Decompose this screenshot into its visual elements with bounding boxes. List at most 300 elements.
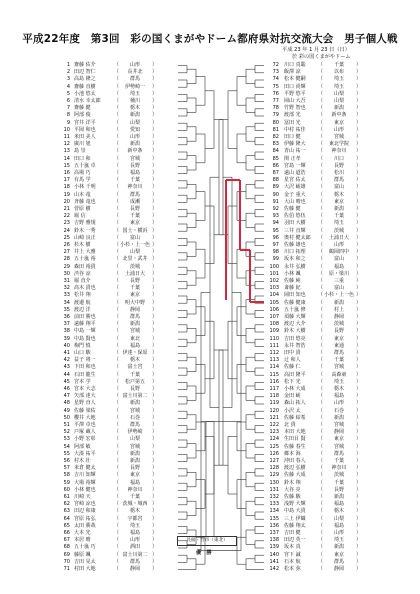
player-name: 須藤 大輝: [284, 314, 306, 320]
player-name: 鈴木 大樹: [284, 328, 306, 335]
player-affiliation: 福島: [333, 522, 344, 529]
player-affiliation: 茨城: [333, 227, 344, 234]
seed-number: 86: [272, 162, 279, 169]
open-paren: （: [318, 278, 324, 284]
close-paren: ）: [356, 386, 362, 392]
player-affiliation: 長野: [129, 278, 140, 284]
player-affiliation: 伊勢崎: [127, 429, 143, 436]
open-paren: （: [318, 119, 324, 126]
player-affiliation: 宮城: [333, 422, 344, 428]
seed-number: 15: [63, 162, 70, 169]
player-name: 佐藤 春生: [284, 443, 306, 450]
player-name: 田中 貴: [284, 350, 301, 356]
close-paren: ）: [356, 141, 362, 148]
player-affiliation: 宮城: [129, 155, 140, 162]
close-paren: ）: [356, 465, 362, 472]
seed-number: 36: [63, 314, 70, 320]
open-paren: （: [318, 544, 324, 551]
player-affiliation: 千葉: [333, 62, 344, 68]
close-paren: ）: [152, 429, 158, 436]
player-affiliation: 千葉: [129, 213, 140, 220]
open-paren: （: [114, 242, 120, 248]
seed-number: 23: [63, 220, 70, 227]
close-paren: ）: [152, 386, 158, 392]
player-affiliation: 東京: [333, 198, 344, 205]
player-affiliation: 埼玉: [129, 90, 140, 97]
player-name: 飯澤 涼: [284, 69, 301, 76]
player-name: 田辺 英一: [284, 537, 306, 544]
player-name: 三上 伊織: [284, 515, 306, 522]
seed-number: 80: [272, 119, 279, 126]
player-affiliation: 新潟: [129, 400, 140, 407]
player-affiliation: 長井北: [127, 69, 143, 76]
player-affiliation: 宮城: [129, 328, 140, 335]
player-affiliation: 埼玉: [129, 522, 140, 529]
player-affiliation: 長野: [333, 328, 344, 335]
seed-number: 104: [269, 292, 279, 299]
close-paren: ）: [152, 256, 158, 263]
seed-number: 129: [269, 472, 279, 479]
player-name: 五十嵐 修: [284, 306, 306, 313]
player-affiliation: 土浦日大: [328, 234, 349, 241]
open-paren: （: [114, 119, 120, 126]
seed-number: 125: [269, 443, 279, 450]
close-paren: ）: [152, 148, 158, 155]
player-affiliation: 国士・横浜: [122, 227, 148, 234]
player-affiliation: 山形: [333, 242, 344, 248]
open-paren: （: [318, 393, 324, 400]
close-paren: ）: [356, 544, 362, 551]
close-paren: ）: [152, 328, 158, 335]
player-affiliation: 栃木: [333, 386, 344, 392]
seed-number: 140: [269, 551, 279, 558]
seed-number: 118: [269, 393, 279, 400]
open-paren: （: [114, 566, 120, 572]
open-paren: （: [318, 184, 324, 191]
player-affiliation: 群馬: [129, 422, 140, 428]
close-paren: ）: [356, 126, 362, 133]
close-paren: ）: [356, 119, 362, 126]
player-name: 岡田 知也: [284, 292, 306, 299]
open-paren: （: [318, 155, 324, 162]
player-affiliation: 石巻: [333, 407, 344, 414]
open-paren: （: [114, 537, 120, 544]
player-name: 松井 翔: [74, 292, 91, 299]
player-name: 吉野 雅規: [74, 220, 96, 227]
open-paren: （: [114, 76, 120, 83]
open-paren: （: [114, 134, 120, 140]
close-paren: ）: [152, 414, 158, 421]
seed-number: 34: [63, 299, 70, 306]
player-affiliation: 新潟: [333, 494, 344, 500]
seed-number: 7: [66, 105, 70, 112]
player-name: 小林 大成: [284, 386, 306, 392]
seed-number: 17: [63, 177, 70, 184]
open-paren: （: [114, 90, 120, 97]
seed-number: 116: [269, 378, 279, 385]
open-paren: （: [318, 162, 324, 169]
close-paren: ）: [152, 213, 158, 220]
player-name: 米倉 健太: [74, 465, 96, 472]
player-name: 渡辺 洋: [74, 306, 91, 313]
player-affiliation: 北里・武井: [122, 256, 148, 263]
player-name: 大谷 亮: [284, 486, 301, 493]
player-name: 村田 大地: [74, 566, 96, 572]
player-name: 中村 祐佳: [284, 126, 306, 133]
seed-number: 68: [63, 544, 70, 551]
player-name: 遠山 道浩: [284, 170, 306, 176]
close-paren: ）: [356, 400, 362, 407]
open-paren: （: [318, 76, 324, 83]
open-paren: （: [318, 83, 324, 90]
player-name: 堀 信: [74, 213, 86, 220]
player-affiliation: 福島: [129, 170, 140, 176]
open-paren: （: [318, 321, 324, 328]
seed-number: 123: [269, 429, 279, 436]
close-paren: ）: [356, 407, 362, 414]
seed-number: 92: [272, 206, 279, 212]
seed-number: 137: [269, 530, 279, 536]
seed-number: 27: [63, 249, 70, 256]
seed-number: 54: [63, 443, 70, 450]
open-paren: （: [114, 213, 120, 220]
seed-number: 141: [269, 558, 279, 565]
player-name: 佐藤 大成: [284, 472, 306, 479]
player-affiliation: 神奈川: [127, 486, 143, 493]
player-name: 佐藤 梁佑: [74, 407, 96, 414]
close-paren: ）: [152, 184, 158, 191]
player-affiliation: 富士川第二: [122, 393, 148, 400]
close-paren: ）: [356, 450, 362, 457]
player-name: 矢部 達大: [74, 393, 96, 400]
player-name: 山崎 良正: [74, 234, 96, 241]
player-affiliation: 宮城: [129, 407, 140, 414]
open-paren: （: [114, 364, 120, 371]
open-paren: （: [318, 371, 324, 378]
player-affiliation: 石巻: [129, 414, 140, 421]
seed-number: 57: [63, 465, 70, 472]
open-paren: （: [114, 407, 120, 414]
open-paren: （: [318, 270, 324, 277]
player-name: 田辺 智仁: [74, 69, 96, 76]
open-paren: （: [318, 443, 324, 450]
open-paren: （: [318, 407, 324, 414]
close-paren: ）: [356, 76, 362, 83]
seed-number: 22: [63, 213, 70, 220]
player-affiliation: 長野: [333, 162, 344, 169]
player-affiliation: 静岡: [333, 314, 344, 320]
close-paren: ）: [152, 141, 158, 148]
open-paren: （: [318, 364, 324, 371]
player-affiliation: 長野: [129, 465, 140, 472]
open-paren: （: [114, 508, 120, 515]
player-name: 佐藤 健康: [284, 299, 306, 306]
close-paren: ）: [356, 479, 362, 486]
player-name: 郷本 海: [284, 450, 301, 457]
player-affiliation: 山梨: [129, 249, 140, 256]
close-paren: ）: [152, 515, 158, 522]
player-affiliation: 新潟: [129, 321, 140, 328]
close-paren: ）: [152, 134, 158, 140]
close-paren: ）: [152, 407, 158, 414]
close-paren: ）: [356, 213, 362, 220]
player-affiliation: 成瀬: [129, 198, 140, 205]
close-paren: ）: [356, 530, 362, 536]
open-paren: （: [114, 486, 120, 493]
open-paren: （: [114, 256, 120, 263]
player-name: 佐藤 健: [284, 206, 301, 212]
open-paren: （: [114, 342, 120, 349]
player-affiliation: 静岡: [129, 566, 140, 572]
open-paren: （: [318, 342, 324, 349]
open-paren: （: [318, 465, 324, 472]
close-paren: ）: [152, 335, 158, 342]
close-paren: ）: [356, 522, 362, 529]
open-paren: （: [114, 522, 120, 529]
close-paren: ）: [152, 522, 158, 529]
player-affiliation: 山形: [129, 62, 140, 68]
close-paren: ）: [152, 537, 158, 544]
open-paren: （: [114, 198, 120, 205]
open-paren: （: [114, 530, 120, 536]
open-paren: （: [318, 422, 324, 428]
seed-number: 82: [272, 134, 279, 140]
close-paren: ）: [356, 342, 362, 349]
close-paren: ）: [152, 76, 158, 83]
player-name: 渡辺 弘樹: [284, 465, 306, 472]
player-name: 田口 和: [74, 155, 91, 162]
seed-number: 50: [63, 414, 70, 421]
seed-number: 9: [66, 119, 70, 126]
open-paren: （: [318, 328, 324, 335]
player-affiliation: 東北学院: [328, 141, 349, 148]
seed-number: 35: [63, 306, 70, 313]
player-affiliation: 原・梁川: [328, 270, 349, 277]
player-name: 小林 千明: [74, 184, 96, 191]
close-paren: ）: [356, 234, 362, 241]
player-name: 菅原 樹: [74, 206, 91, 212]
close-paren: ）: [152, 530, 158, 536]
open-paren: （: [318, 522, 324, 529]
player-affiliation: 富士川第二: [122, 551, 148, 558]
player-affiliation: 高森東: [331, 371, 347, 378]
player-affiliation: 松川: [333, 170, 344, 176]
open-paren: （: [114, 227, 120, 234]
close-paren: ）: [152, 551, 158, 558]
seed-number: 95: [272, 227, 279, 234]
seed-number: 128: [269, 465, 279, 472]
open-paren: （: [318, 98, 324, 104]
open-paren: （: [114, 371, 120, 378]
player-name: 山口 駿: [74, 350, 91, 356]
player-name: 廣川 旭: [74, 141, 91, 148]
open-paren: （: [114, 83, 120, 90]
player-affiliation: 群馬: [333, 558, 344, 565]
player-name: 渡部 光: [284, 112, 301, 119]
player-affiliation: 山梨: [333, 90, 344, 97]
player-affiliation: 東京: [129, 292, 140, 299]
open-paren: （: [114, 314, 120, 320]
player-name: 大湊 祐平: [74, 450, 96, 457]
player-affiliation: 福島: [333, 263, 344, 270]
player-affiliation: 長野: [129, 162, 140, 169]
open-paren: （: [318, 350, 324, 356]
close-paren: ）: [152, 220, 158, 227]
open-paren: （: [114, 148, 120, 155]
player-name: 永井 弘樹: [284, 263, 306, 270]
player-name: 前田 勝也: [74, 314, 96, 320]
player-name: 渡邉 航: [74, 299, 91, 306]
seed-number: 20: [63, 198, 70, 205]
player-name: 渋谷 涼: [74, 270, 91, 277]
open-paren: （: [114, 206, 120, 212]
player-name: 石本 航: [284, 558, 301, 565]
seed-number: 81: [272, 126, 279, 133]
close-paren: ）: [152, 566, 158, 572]
close-paren: ）: [152, 278, 158, 284]
player-name: 竹野 智也: [284, 105, 306, 112]
seed-number: 51: [63, 422, 70, 428]
seed-number: 102: [269, 278, 279, 284]
player-name: 斉藤 竜也: [74, 198, 96, 205]
open-paren: （: [318, 249, 324, 256]
open-paren: （: [114, 112, 120, 119]
player-name: 大本 光: [74, 530, 91, 536]
player-name: 坂本 真: [284, 544, 301, 551]
player-name: 田口 健: [284, 134, 301, 140]
close-paren: ）: [152, 191, 158, 198]
close-paren: ）: [356, 314, 362, 320]
player-affiliation: 新潟: [129, 450, 140, 457]
player-affiliation: 群馬: [129, 191, 140, 198]
player-affiliation: 山形: [333, 530, 344, 536]
open-paren: （: [318, 378, 324, 385]
player-name: 大沢 崚雄: [284, 184, 306, 191]
close-paren: ）: [152, 472, 158, 479]
open-paren: （: [114, 443, 120, 450]
player-name: 益子 将一: [74, 357, 96, 364]
seed-number: 30: [63, 270, 70, 277]
seed-number: 142: [269, 566, 279, 572]
open-paren: （: [114, 177, 120, 184]
seed-number: 1: [66, 62, 70, 68]
seed-number: 99: [272, 256, 279, 263]
open-paren: （: [114, 436, 120, 443]
open-paren: （: [318, 299, 324, 306]
player-affiliation: 新中条: [331, 112, 347, 119]
player-affiliation: 長野: [333, 486, 344, 493]
open-paren: （: [318, 112, 324, 119]
close-paren: ）: [152, 357, 158, 364]
close-paren: ）: [152, 119, 158, 126]
open-paren: （: [318, 306, 324, 313]
player-affiliation: 神奈川: [331, 148, 347, 155]
seed-number: 42: [63, 357, 70, 364]
player-affiliation: 山梨: [333, 515, 344, 522]
close-paren: ）: [152, 198, 158, 205]
seed-number: 124: [269, 436, 279, 443]
open-paren: （: [114, 270, 120, 277]
player-name: 永井 智浩: [284, 342, 306, 349]
player-name: 遠藤 翔平: [74, 321, 96, 328]
open-paren: （: [114, 321, 120, 328]
player-name: 浅野 大輝: [284, 501, 306, 508]
close-paren: ）: [152, 400, 158, 407]
close-paren: ）: [152, 98, 158, 104]
close-paren: ）: [356, 270, 362, 277]
close-paren: ）: [356, 227, 362, 234]
player-name: 中島 賢也: [74, 335, 96, 342]
seed-number: 138: [269, 537, 279, 544]
player-name: 宮本 学: [74, 378, 91, 385]
player-affiliation: 東京: [129, 472, 140, 479]
close-paren: ）: [356, 515, 362, 522]
open-paren: （: [114, 141, 120, 148]
player-name: 吉川 知輝: [74, 472, 96, 479]
seed-number: 93: [272, 213, 279, 220]
player-affiliation: 伊勢崎一: [124, 83, 145, 90]
seed-number: 46: [63, 386, 70, 392]
close-paren: ）: [152, 234, 158, 241]
open-paren: （: [318, 105, 324, 112]
player-affiliation: 以布: [333, 69, 344, 76]
seed-number: 45: [63, 378, 70, 385]
player-name: 齋藤 健: [74, 105, 91, 112]
open-paren: （: [318, 126, 324, 133]
seed-number: 111: [269, 342, 279, 349]
close-paren: ）: [152, 436, 158, 443]
seed-number: 33: [63, 292, 70, 299]
player-affiliation: 群馬: [333, 350, 344, 356]
player-name: 川口 真聡: [284, 62, 306, 68]
close-paren: ）: [356, 98, 362, 104]
player-affiliation: 東京: [333, 436, 344, 443]
open-paren: （: [318, 191, 324, 198]
close-paren: ）: [356, 335, 362, 342]
open-paren: （: [114, 450, 120, 457]
close-paren: ）: [152, 479, 158, 486]
player-name: 阿部 敏: [74, 443, 91, 450]
player-name: 平野 悠平: [284, 90, 306, 97]
seed-number: 103: [269, 285, 279, 292]
open-paren: （: [114, 458, 120, 464]
player-affiliation: 東京: [333, 335, 344, 342]
close-paren: ）: [152, 83, 158, 90]
seed-number: 139: [269, 544, 279, 551]
player-affiliation: 富山: [333, 285, 344, 292]
close-paren: ）: [356, 414, 362, 421]
close-paren: ）: [356, 148, 362, 155]
seed-number: 40: [63, 342, 70, 349]
close-paren: ）: [356, 206, 362, 212]
player-name: 櫻井 大地: [74, 414, 96, 421]
player-affiliation: 福島: [333, 393, 344, 400]
player-affiliation: 栃木: [129, 508, 140, 515]
seed-number: 55: [63, 450, 70, 457]
player-affiliation: 村上: [333, 306, 344, 313]
player-name: 大場 裕輝: [74, 479, 96, 486]
close-paren: ）: [356, 321, 362, 328]
player-name: 大山 晴也: [284, 198, 306, 205]
close-paren: ）: [356, 350, 362, 356]
open-paren: （: [318, 170, 324, 176]
seed-number: 117: [269, 386, 279, 392]
player-affiliation: 新潟: [129, 458, 140, 464]
open-paren: （: [114, 558, 120, 565]
seed-number: 53: [63, 436, 70, 443]
player-name: 辻 和人: [284, 357, 301, 364]
open-paren: （: [318, 450, 324, 457]
